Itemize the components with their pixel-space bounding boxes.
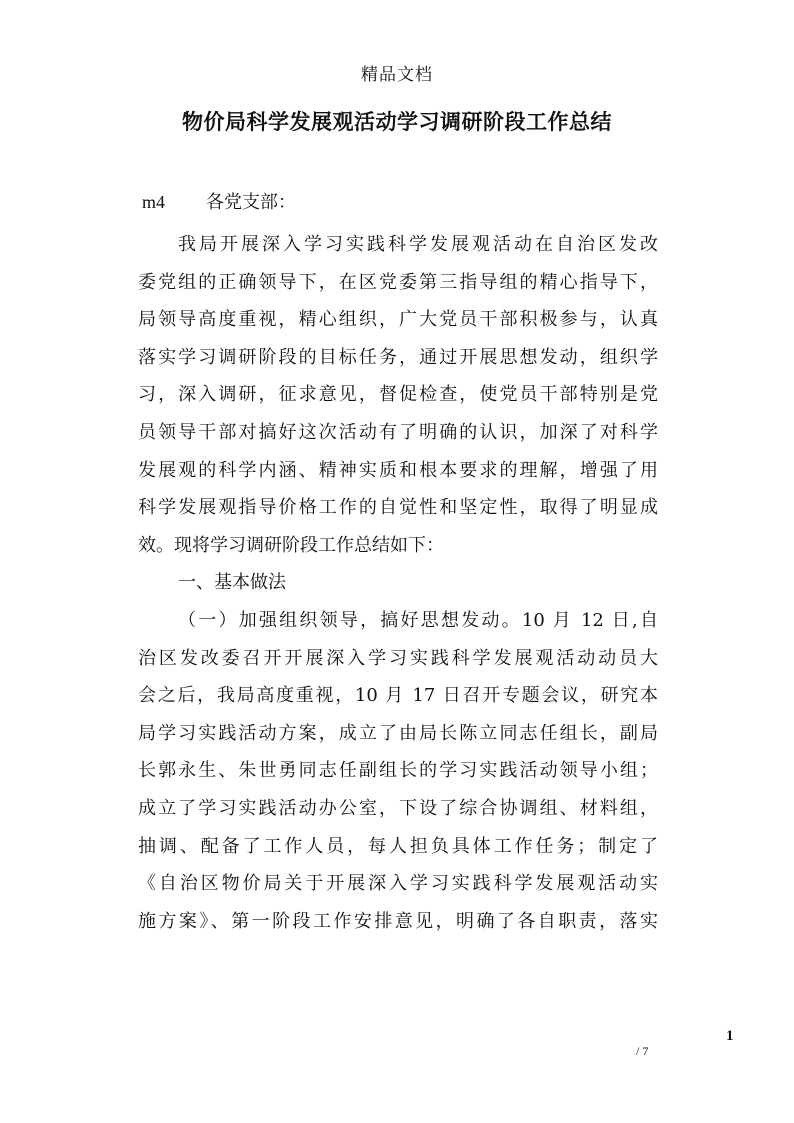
paragraph-line: 局领导高度重视，精心组织，广大党员干部积极参与，认真 [138, 309, 658, 331]
paragraph-line: 局学习实践活动方案，成立了由局长陈立同志任组长，副局 [138, 722, 658, 744]
paragraph-line: 抽调、配备了工作人员，每人担负具体工作任务；制定了 [138, 835, 658, 857]
paragraph-line: 员领导干部对搞好这次活动有了明确的认识，加深了对科学 [138, 421, 658, 443]
paragraph-line: 委党组的正确领导下，在区党委第三指导组的精心指导下， [138, 271, 658, 293]
salutation-code: m4 [142, 192, 166, 212]
paragraph-line: 效。现将学习调研阶段工作总结如下： [138, 534, 444, 556]
page-total: / 7 [636, 1044, 649, 1058]
document-body [138, 226, 658, 940]
paragraph-line: 成立了学习实践活动办公室，下设了综合协调组、材料组， [138, 797, 658, 819]
paragraph-line: 长郭永生、朱世勇同志任副组长的学习实践活动领导小组； [138, 760, 658, 782]
paragraph-line: 会之后，我局高度重视，10 月 17 日召开专题会议，研究本 [138, 685, 658, 707]
document-header: 精品文档 [361, 65, 433, 85]
paragraph-line: 我局开展深入学习实践科学发展观活动在自治区发改 [178, 234, 658, 255]
paragraph-line: 《自治区物价局关于开展深入学习实践科学发展观活动实 [138, 873, 658, 895]
paragraph-line: （一）加强组织领导，搞好思想发动。10 月 12 日,自 [178, 609, 658, 631]
paragraph-line: 习，深入调研，征求意见，督促检查，使党员干部特别是党 [138, 384, 658, 406]
salutation [142, 188, 296, 214]
document-title: 物价局科学发展观活动学习调研阶段工作总结 [182, 109, 612, 134]
paragraph-line: 科学发展观指导价格工作的自觉性和坚定性，取得了明显成 [138, 497, 658, 519]
paragraph-line: 落实学习调研阶段的目标任务，通过开展思想发动，组织学 [138, 346, 658, 368]
paragraph-line: 施方案》、第一阶段工作安排意见，明确了各自职责，落实 [138, 910, 658, 932]
page-number: 1 [726, 1028, 734, 1044]
salutation-text: 各党支部： [206, 192, 296, 213]
paragraph-line: 治区发改委召开开展深入学习实践科学发展观活动动员大 [138, 647, 658, 669]
paragraph-line: 发展观的科学内涵、精神实质和根本要求的理解，增强了用 [138, 459, 658, 481]
section-heading: 一、基本做法 [178, 572, 286, 594]
